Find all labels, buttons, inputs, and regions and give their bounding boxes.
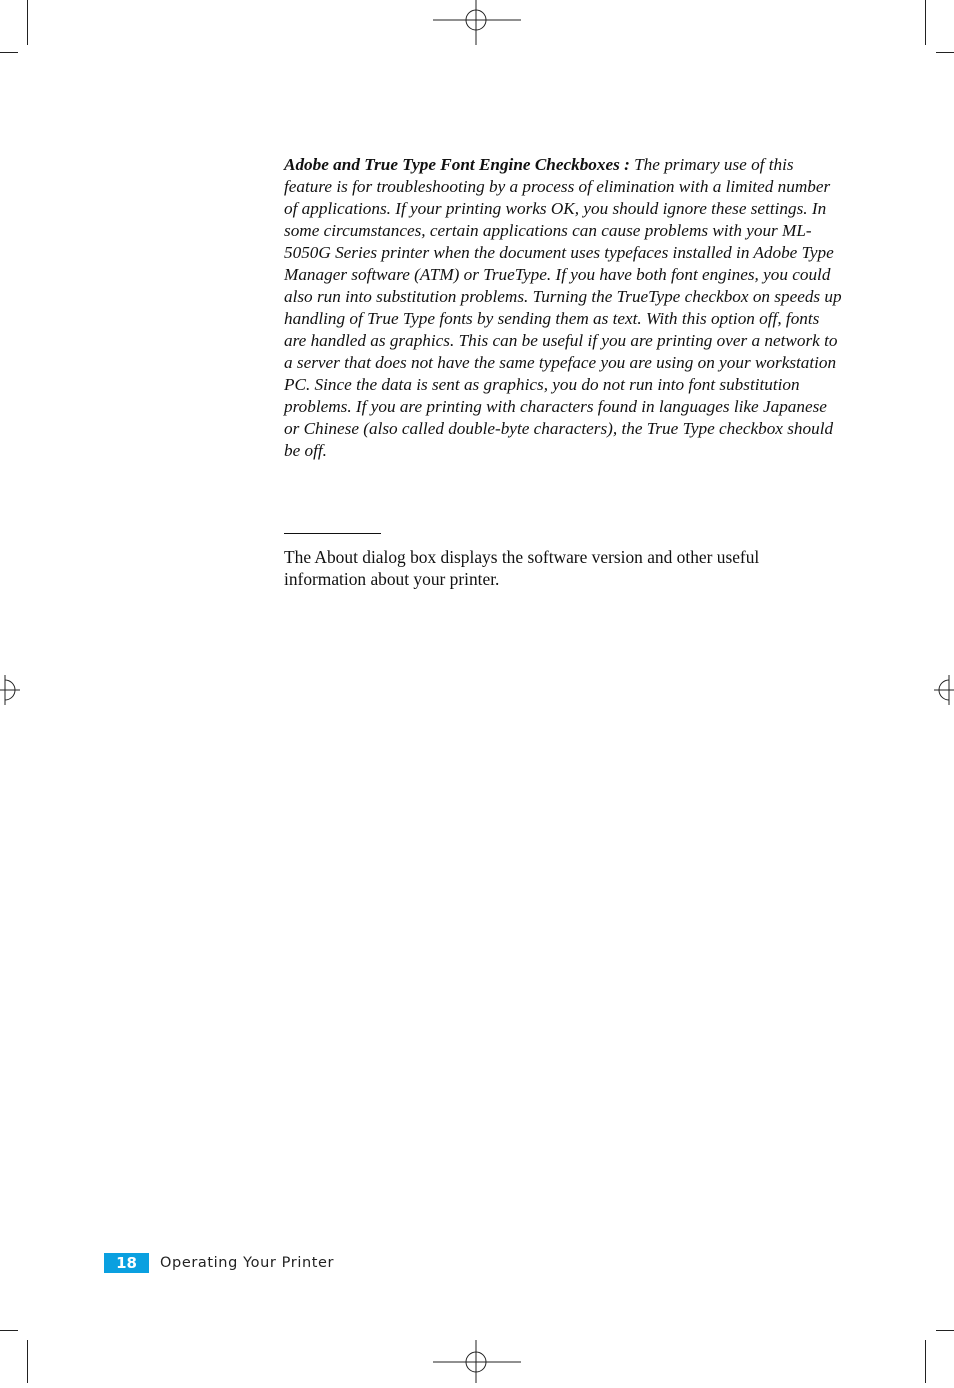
about-paragraph: The About dialog box displays the software version and other useful information about your printer. (284, 547, 760, 589)
crop-mark (925, 1340, 926, 1383)
registration-mark-bottom (433, 1340, 521, 1383)
crop-mark (27, 1340, 28, 1383)
font-engine-text: The primary use of this feature is for troubleshooting by a process of elimination with a limited number of applications. If your printing works OK, you should ignore these settings. In some circumstances, certain applications can cause problems with your ML-5050G Series printer when the document uses typefaces installed in Adobe Type Manager software (ATM) or TrueType. If you have both font engines, you could also run into substitution problems. Turning the TrueType checkbox on speeds up handling of True Type fonts by sending them as text. With this option off, fonts are handled as graphics. This can be useful if you are printing over a network to a server that does not have the same typeface you are using on your workstation PC. Since the data is sent as graphics, you do not run into font substitution problems. If you are printing with characters found in languages like Japanese or Chinese (also called double-byte characters), the True Type checkbox should be off. (284, 155, 842, 460)
crop-mark (936, 1330, 954, 1331)
crop-mark (936, 52, 954, 53)
page-number-badge: 18 (104, 1253, 149, 1273)
registration-mark-top (433, 0, 521, 45)
font-engine-heading: Adobe and True Type Font Engine Checkboxes : (284, 155, 630, 174)
registration-mark-left (0, 675, 20, 705)
footer-section-title: Operating Your Printer (160, 1255, 335, 1271)
crop-mark (0, 52, 18, 53)
registration-mark-right (934, 675, 954, 705)
crop-mark (27, 0, 28, 45)
page-footer (104, 1253, 334, 1273)
crop-mark (925, 0, 926, 45)
font-engine-paragraph (284, 154, 844, 462)
crop-mark (0, 1330, 18, 1331)
section-divider (284, 533, 381, 534)
